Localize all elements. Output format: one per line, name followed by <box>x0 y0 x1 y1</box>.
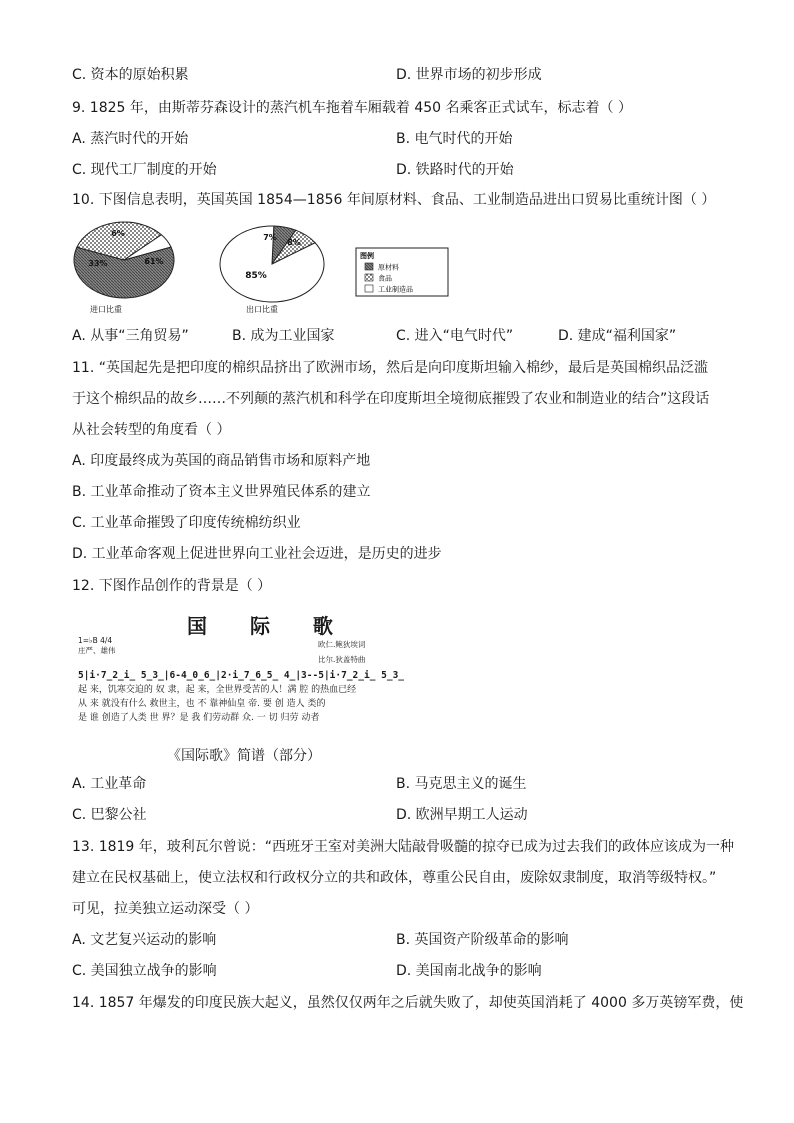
q9-option-d: D. 铁路时代的开始 <box>396 162 514 178</box>
song-lyric-2: 从 来 就没有什么 救世主，也 不 靠神仙皇 帝. 要 创 造人 类的 <box>78 699 326 709</box>
question-12: 12. 下图作品创作的背景是（ ） <box>72 578 272 594</box>
q11-option-c: C. 工业革命摧毁了印度传统棉纺织业 <box>72 515 301 531</box>
q13-option-b: B. 英国资产阶级革命的影响 <box>396 932 569 948</box>
q9-option-b: B. 电气时代的开始 <box>396 131 513 147</box>
song-title: 国 际 歌 <box>187 614 351 638</box>
legend-item-manufactured: 工业制造品 <box>378 285 413 294</box>
question-13-line-1: 13. 1819 年，玻利瓦尔曾说：“西班牙王室对美洲大陆敲骨吸髓的掠夺已成为过去我们的政体应该成为一种 <box>72 839 735 855</box>
legend-swatch-manufactured <box>365 285 373 292</box>
legend-item-food: 食品 <box>378 274 392 283</box>
song-lyric-1: 起 来，饥寒交迫的 奴 隶，起 来，全世界受苦的人！满 腔 的热血已经 <box>78 685 357 695</box>
q8-option-d: D. 世界市场的初步形成 <box>396 67 542 83</box>
question-11-line-1: 11. “英国起先是把印度的棉织品挤出了欧洲市场，然后是向印度斯坦输入棉纱，最后是英国棉织品泛滥 <box>72 360 708 376</box>
q10-option-c: C. 进入“电气时代” <box>396 328 514 344</box>
legend-item-raw: 原材料 <box>378 263 399 272</box>
song-caption: 《国际歌》简谱（部分） <box>167 748 321 764</box>
export-pie-chart <box>220 226 324 302</box>
import-pie-chart <box>74 222 174 298</box>
q12-option-b: B. 马克思主义的诞生 <box>396 776 527 792</box>
pie-label-food: 8% <box>287 238 301 247</box>
pie-label-manufactured: 85% <box>245 271 267 281</box>
pie-label-raw-material: 7% <box>263 233 277 242</box>
q12-option-a: A. 工业革命 <box>72 776 147 792</box>
question-14: 14. 1857 年爆发的印度民族大起义，虽然仅仅两年之后就失败了，却使英国消耗了 4000 多万英镑军费，使 <box>72 995 744 1011</box>
pie-label-raw-material: 61% <box>144 257 164 266</box>
pie-label-manufactured: 6% <box>111 229 125 238</box>
q10-option-d: D. 建成“福利国家” <box>558 328 677 344</box>
q8-option-c: C. 资本的原始积累 <box>72 67 189 83</box>
question-13-line-2: 建立在民权基础上，使立法权和行政权分立的共和政体，尊重公民自由，废除奴隶制度，取消等级特权。” <box>72 870 717 886</box>
trade-share-figure <box>72 220 452 320</box>
question-11-line-2: 于这个棉织品的故乡……不列颠的蒸汽机和科学在印度斯坦全境彻底摧毁了农业和制造业的结合”这段话 <box>72 391 710 407</box>
legend-swatch-raw <box>365 263 373 270</box>
song-lyric-3: 是 谁 创造了人类 世 界？是 我 们劳动群 众. 一 切 归劳 动者 <box>78 713 320 723</box>
internationale-score-figure <box>72 610 405 738</box>
song-lyricist: 欧仁.鲍狄埃词 <box>318 640 366 649</box>
q12-option-c: C. 巴黎公社 <box>72 807 147 823</box>
question-9: 9. 1825 年，由斯蒂芬森设计的蒸汽机车拖着车厢载着 450 名乘客正式试车，标志着（ ） <box>72 100 632 116</box>
q13-option-c: C. 美国独立战争的影响 <box>72 963 217 979</box>
song-notes: 5|i·7̲2̲i̲ 5̲3̲|6-4̲0̲6̲|2·i̲7̲6̲5̲ 4̲|3--5|i·7̲2̲i̲ 5̲3̲ <box>78 670 405 681</box>
q10-option-b: B. 成为工业国家 <box>232 328 335 344</box>
q13-option-a: A. 文艺复兴运动的影响 <box>72 932 217 948</box>
song-tempo: 庄严、雄伟 <box>78 646 116 655</box>
q11-option-a: A. 印度最终成为英国的商品销售市场和原料产地 <box>72 453 371 469</box>
song-key: 1=♭B 4/4 <box>78 636 113 645</box>
q13-option-d: D. 美国南北战争的影响 <box>396 963 542 979</box>
chart-legend <box>356 248 448 296</box>
pie-label-food: 33% <box>88 259 108 268</box>
song-composer: 比尔.狄盖特曲 <box>318 655 366 664</box>
question-13-line-3: 可见，拉美独立运动深受（ ） <box>72 901 259 917</box>
q9-option-a: A. 蒸汽时代的开始 <box>72 131 189 147</box>
q11-option-b: B. 工业革命推动了资本主义世界殖民体系的建立 <box>72 484 371 500</box>
q10-option-a: A. 从事“三角贸易” <box>72 328 189 344</box>
legend-swatch-food <box>365 274 373 281</box>
export-caption: 出口比重 <box>246 305 278 314</box>
import-caption: 进口比重 <box>90 305 122 314</box>
question-10: 10. 下图信息表明，英国英国 1854—1856 年间原材料、食品、工业制造品进出口贸易比重统计图（ ） <box>72 192 716 208</box>
q11-option-d: D. 工业革命客观上促进世界向工业社会迈进，是历史的进步 <box>72 546 442 562</box>
question-11-line-3: 从社会转型的角度看（ ） <box>72 422 231 438</box>
q12-option-d: D. 欧洲早期工人运动 <box>396 807 528 823</box>
q9-option-c: C. 现代工厂制度的开始 <box>72 162 217 178</box>
legend-title: 图例 <box>360 252 374 260</box>
